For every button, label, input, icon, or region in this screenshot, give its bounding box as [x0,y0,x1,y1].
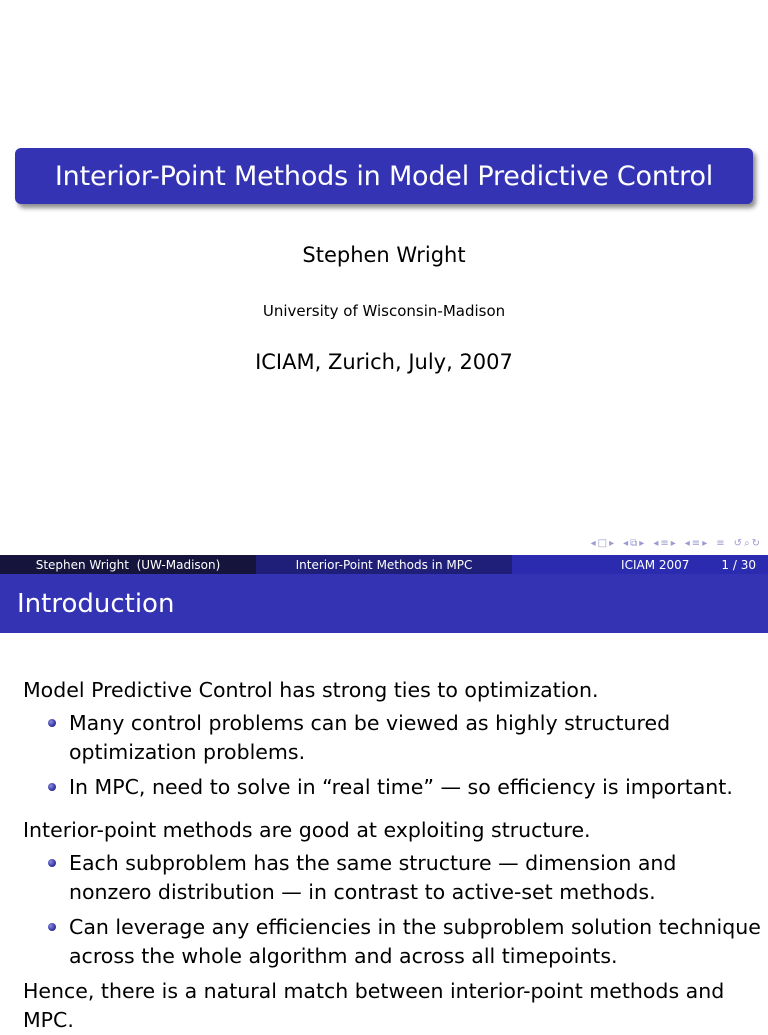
bullet-item: Can leverage any efficiencies in the subproblem solution technique across the whole algorithm and across all timepoints. [23,913,763,971]
doc-next-icon[interactable]: ▸ [702,538,708,549]
frame-prev-icon[interactable]: ◂ [590,538,596,549]
appendix-icon[interactable]: ≡ [716,538,725,549]
section-icon[interactable]: ≡ [660,538,669,549]
author-name: Stephen Wright [302,243,466,267]
footer-author-text: Stephen Wright (UW-Madison) [35,557,221,572]
footer-author [0,555,256,574]
frame-icon[interactable]: □ [597,538,608,549]
beamer-navigation [591,538,760,549]
title-banner [15,148,753,204]
frame-nav [591,538,615,549]
footer-info [512,555,768,574]
bullet-item: Many control problems can be viewed as highly structured optimization problems. [23,709,763,767]
forward-icon[interactable]: ↻ [751,538,760,549]
section-prev-icon[interactable]: ◂ [653,538,659,549]
doc-icon[interactable]: ≡ [691,538,701,549]
doc-prev-icon[interactable]: ◂ [684,538,690,549]
footer-title [256,555,512,574]
slide-content [23,676,763,1035]
subsection-nav [623,538,644,549]
document-nav [685,538,707,549]
presentation-title: Interior-Point Methods in Model Predictive Control [54,160,714,192]
subsection-next-icon[interactable]: ▸ [639,538,645,549]
frame-next-icon[interactable]: ▸ [609,538,615,549]
appendix-nav [716,538,724,549]
section-next-icon[interactable]: ▸ [670,538,676,549]
back-icon[interactable]: ↺ [733,538,742,549]
slide-footer [0,555,768,574]
search-icon[interactable]: ⌕ [744,538,750,549]
block-2-text: Interior-point methods are good at exploiting structure. [23,818,591,842]
block-1-text: Model Predictive Control has strong ties to optimization. [23,678,599,702]
block-2-bullets [23,849,763,971]
frame-title-bar [0,574,768,633]
footer-page-number: 1 / 30 [721,557,756,572]
institute-name: University of Wisconsin-Madison [262,302,506,320]
bullet-item: In MPC, need to solve in “real time” — so efficiency is important. [23,773,763,802]
subsection-icon[interactable]: ⧉ [630,538,638,549]
footer-event-text: ICIAM 2007 [621,557,690,572]
closing-text: Hence, there is a natural match between interior-point methods and MPC. [23,979,725,1032]
footer-title-text: Interior-Point Methods in MPC [295,557,473,572]
section-nav [653,538,675,549]
frame-title: Introduction [17,588,175,619]
block-1-bullets [23,709,763,802]
subsection-prev-icon[interactable]: ◂ [623,538,629,549]
bullet-item: Each subproblem has the same structure — dimension and nonzero distribution — in contrast to active-set methods. [23,849,763,907]
event-info: ICIAM, Zurich, July, 2007 [255,350,513,374]
search-nav [734,538,760,549]
